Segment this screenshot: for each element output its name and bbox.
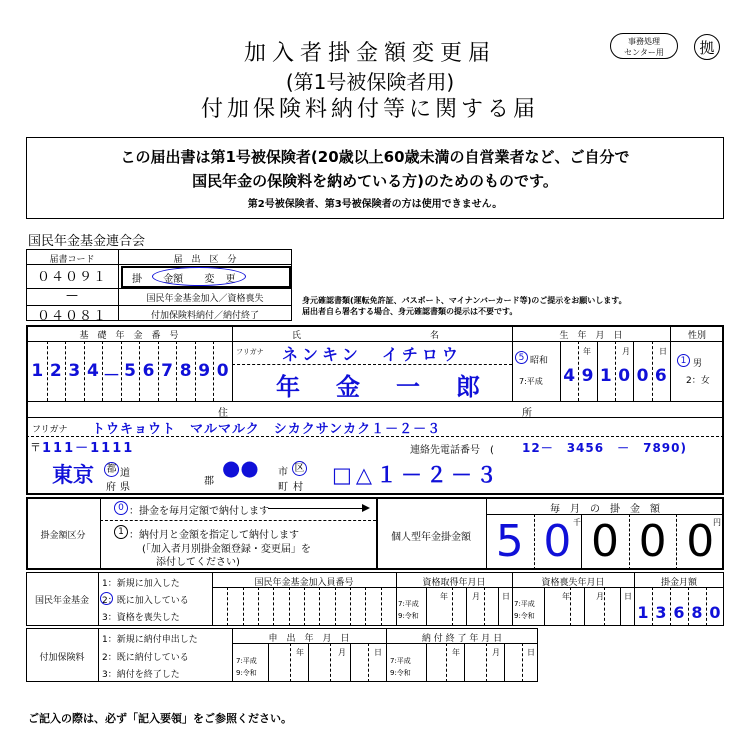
- kikin-acq-m: 月: [472, 592, 480, 601]
- monthly-label: 毎 月 の 掛 金 額: [550, 504, 660, 515]
- code-1: ０４０９１: [36, 270, 107, 285]
- fuka-opt1: 1：新規に納付申出した: [102, 635, 198, 645]
- ku-circle: 区: [292, 461, 307, 476]
- notice-line2: 国民年金の保険料を納めている方)のためのものです。: [192, 172, 558, 190]
- amount-digit: 0: [590, 516, 619, 567]
- kikin-kakekin-label: 掛金月額: [660, 578, 697, 588]
- cell-divider: [268, 643, 269, 682]
- cell-divider: [633, 341, 634, 401]
- furigana-value: ネンキン イチロウ: [282, 345, 462, 364]
- amount-digit: 5: [495, 516, 524, 567]
- id-note-line1: 身元確認書類(運転免許証、パスポート、マイナンバーカード等)のご提示をお願いします。: [302, 296, 627, 305]
- sex-male: 男: [693, 359, 703, 369]
- birth-d: 日: [659, 347, 667, 356]
- cell-divider: [330, 643, 331, 682]
- basic-no-digit: 1: [31, 361, 44, 381]
- code-2: ０４０８１: [36, 309, 107, 324]
- pref-value: 東京: [52, 463, 94, 487]
- office-stamp-label: 事務処理 センター用: [610, 33, 678, 59]
- birth-y: 年: [583, 347, 591, 356]
- phone-value: 12－ 3456 － 7890): [522, 441, 687, 455]
- cell-divider: [319, 587, 320, 626]
- fuka-end-era-a: 7:平成: [390, 657, 411, 665]
- id-note-line2: 届出者自ら署名する場合、身元確認書類の提示は不要です。: [302, 307, 518, 316]
- basic-no-digit: 3: [68, 361, 81, 381]
- kakekin-digit: 8: [691, 603, 703, 622]
- cell-divider: [615, 341, 616, 401]
- kikin-opt2-circle: [100, 592, 113, 605]
- kikin-acq-y: 年: [440, 592, 448, 601]
- address-furigana-value: トウキョウト マルマルク シカクサンカク１－２－３: [92, 422, 442, 437]
- do-label: 道: [120, 468, 130, 479]
- notice-line1: この届出書は第1号被保険者(20歳以上60歳未満の自営業者など、ご自分で: [120, 148, 630, 166]
- address-furigana-label: フリガナ: [32, 425, 68, 435]
- fuka-opt2: 2：既に納付している: [102, 653, 189, 663]
- amount-digit: 0: [543, 516, 572, 567]
- cell-divider: [504, 643, 505, 682]
- cell-divider: [308, 643, 309, 682]
- code-label: 届書コード: [49, 255, 95, 265]
- basic-no-digit: －: [102, 366, 120, 386]
- cell-divider: [289, 587, 290, 626]
- era-showa-circle: 5: [515, 351, 528, 364]
- cell-divider: [65, 341, 66, 401]
- fuka-opt3: 3：納付を終了した: [102, 670, 180, 680]
- zip-prefix: 〒: [30, 441, 41, 454]
- birth-m: 月: [622, 347, 630, 356]
- cell-divider: [570, 587, 571, 626]
- kikin-acquire-label: 資格取得年月日: [422, 578, 486, 588]
- cell-divider: [227, 587, 228, 626]
- fuka-end-era-b: 9:令和: [390, 669, 411, 677]
- birth-digit: 1: [599, 366, 612, 386]
- cell-divider: [464, 643, 465, 682]
- kakekin-digit: 3: [655, 603, 667, 622]
- notice-line3: 第2号被保険者、第3号被保険者の方は使用できません。: [247, 199, 503, 210]
- fuka-apply-era-a: 7:平成: [236, 657, 257, 665]
- cell-divider: [365, 587, 366, 626]
- kakekin-digit: 6: [673, 603, 685, 622]
- cell-divider: [466, 587, 467, 626]
- division-selected-circle: [152, 267, 246, 286]
- gun-value: ●●: [222, 456, 259, 480]
- cell-divider: [629, 514, 630, 570]
- name-label-mei: 名: [430, 331, 440, 341]
- kikin-opt2: 2：既に加入している: [102, 596, 189, 606]
- kikin-label: 国民年金基金: [34, 596, 89, 606]
- cell-divider: [604, 587, 605, 626]
- cell-divider: [381, 587, 382, 626]
- fuka-apply-y: 年: [296, 648, 304, 657]
- fuka-end-d: 日: [527, 648, 535, 657]
- basic-no-digit: 0: [216, 361, 229, 381]
- form-title: 加入者掛金額変更届: [243, 41, 496, 66]
- cell-divider: [121, 341, 122, 401]
- premium-opt0-circle: 0: [114, 501, 128, 515]
- basic-no-digit: 4: [86, 361, 99, 381]
- cell-divider: [426, 587, 427, 626]
- cell-divider: [368, 643, 369, 682]
- zip-value: 111－1111: [42, 441, 135, 456]
- birth-label: 生 年 月 日: [559, 331, 623, 341]
- fuka-apply-era-b: 9:令和: [236, 669, 257, 677]
- basic-no-digit: 7: [161, 361, 173, 381]
- basic-no-label: 基 礎 年 金 番 号: [79, 331, 179, 341]
- birth-digit: 0: [618, 366, 631, 386]
- cell-divider: [304, 587, 305, 626]
- cell-divider: [446, 643, 447, 682]
- cell-divider: [426, 643, 427, 682]
- arrow-right-icon: [362, 504, 370, 512]
- amount-digit: 0: [686, 516, 715, 567]
- fuka-label: 付加保険料: [39, 653, 85, 663]
- cell-divider: [176, 341, 177, 401]
- fuka-apply-d: 日: [374, 648, 382, 657]
- kikin-lose-label: 資格喪失年月日: [541, 578, 605, 588]
- kikin-lose-d: 日: [624, 592, 632, 601]
- division-option-fuka: 付加保険料納付／納付終了: [150, 311, 259, 321]
- basic-no-digit: 6: [142, 361, 155, 381]
- kikin-acq-era-b: 9:令和: [398, 612, 419, 620]
- cell-divider: [102, 341, 103, 401]
- cell-divider: [139, 341, 140, 401]
- fu-label: 府: [106, 482, 116, 493]
- cell-divider: [597, 341, 598, 401]
- kikin-lose-era-b: 9:令和: [514, 612, 535, 620]
- cell-divider: [670, 587, 671, 626]
- division-change-text: 掛 金額 変 更: [132, 274, 236, 285]
- fuka-apply-m: 月: [338, 648, 346, 657]
- mura-label: 村: [293, 482, 303, 493]
- address-label-sho: 所: [522, 408, 532, 419]
- machi-label: 町: [278, 482, 288, 493]
- birth-digit: 9: [581, 366, 594, 386]
- amount-digit: 0: [638, 516, 667, 567]
- to-circle: 都: [104, 462, 119, 477]
- cell-divider: [47, 341, 48, 401]
- cell-divider: [652, 341, 653, 401]
- phone-label: 連絡先電話番号 (: [410, 445, 494, 456]
- birth-digit: 0: [636, 366, 649, 386]
- cell-divider: [581, 514, 582, 570]
- basic-no-digit: 9: [198, 361, 211, 381]
- basic-no-digit: 5: [124, 361, 136, 381]
- cell-divider: [706, 587, 707, 626]
- basic-no-digit: 8: [179, 361, 192, 381]
- cell-divider: [335, 587, 336, 626]
- fuka-end-m: 月: [492, 648, 500, 657]
- kikin-acq-era-a: 7:平成: [398, 600, 419, 608]
- ken-label: 県: [120, 482, 130, 493]
- cell-divider: [578, 341, 579, 401]
- cell-divider: [273, 587, 274, 626]
- cell-divider: [258, 587, 259, 626]
- individual-label: 個人型年金掛金額: [391, 532, 471, 543]
- cell-divider: [522, 643, 523, 682]
- cell-divider: [484, 587, 485, 626]
- cell-divider: [158, 341, 159, 401]
- cell-divider: [243, 587, 244, 626]
- premium-section-label: 掛金額区分: [40, 531, 86, 541]
- cell-divider: [195, 341, 196, 401]
- premium-opt1-circle: 1: [114, 525, 128, 539]
- en-label: 円: [713, 518, 721, 527]
- cell-divider: [213, 341, 214, 401]
- form-subtitle: (第1号被保険者用): [285, 70, 455, 94]
- cell-divider: [676, 514, 677, 570]
- birth-digit: 4: [563, 366, 576, 386]
- kikin-member-no-label: 国民年金基金加入員番号: [254, 578, 354, 588]
- address-label-ju: 住: [218, 408, 228, 419]
- gun-label: 郡: [204, 476, 214, 487]
- name-label-shi: 氏: [292, 331, 302, 341]
- name-value: 年 金 一 郎: [276, 373, 486, 401]
- cell-divider: [84, 341, 85, 401]
- kakekin-digit: 0: [709, 603, 721, 622]
- kikin-acq-d: 日: [502, 592, 510, 601]
- kikin-lose-y: 年: [562, 592, 570, 601]
- premium-opt1-line2: (「加入者月別掛金額登録・変更届」を: [142, 544, 311, 555]
- kikin-lose-m: 月: [596, 592, 604, 601]
- premium-opt1-line1: ：納付月と金額を指定して納付します: [129, 530, 299, 541]
- cell-divider: [350, 643, 351, 682]
- cell-divider: [688, 587, 689, 626]
- form-title-fuka: 付加保険料納付等に関する届: [200, 97, 539, 122]
- code-dash: —: [66, 288, 78, 302]
- cell-divider: [584, 587, 585, 626]
- cell-divider: [498, 587, 499, 626]
- fuka-end-label: 納 付 終 了 年 月 日: [421, 634, 503, 644]
- sex-female: 2：女: [686, 376, 710, 386]
- fuka-apply-label: 申 出 年 月 日: [268, 634, 350, 644]
- sen-label: 千: [573, 518, 581, 527]
- basic-no-digit: 2: [49, 361, 62, 381]
- sex-label: 性別: [687, 331, 706, 341]
- birth-digit: 6: [654, 366, 667, 386]
- premium-opt1-line3: 添付してください): [156, 557, 240, 568]
- division-option-kikin: 国民年金基金加入／資格喪失: [146, 294, 264, 304]
- cell-divider: [350, 587, 351, 626]
- sex-male-circle: 1: [677, 354, 690, 367]
- premium-opt0: ：掛金を毎月定額で納付します: [129, 506, 269, 517]
- furigana-label: フリガナ: [236, 348, 264, 356]
- kikin-opt3: 3：資格を喪失した: [102, 613, 180, 623]
- kikin-opt1: 1：新規に加入した: [102, 579, 180, 589]
- shi-label: 市: [278, 467, 288, 478]
- cell-divider: [652, 587, 653, 626]
- fuka-end-y: 年: [452, 648, 460, 657]
- address-rest: □△１－２－３: [332, 463, 501, 487]
- cell-divider: [486, 643, 487, 682]
- cell-divider: [290, 643, 291, 682]
- era-showa: 昭和: [530, 356, 549, 366]
- cell-divider: [544, 587, 545, 626]
- footer-note: ご記入の際は、必ず「記入要領」をご参照ください。: [28, 712, 292, 725]
- org-name: 国民年金基金連合会: [28, 234, 146, 249]
- kakekin-digit: 1: [637, 603, 649, 622]
- cell-divider: [534, 514, 535, 570]
- kyo-stamp: 拠: [694, 34, 720, 60]
- division-label: 届 出 区 分: [173, 255, 237, 265]
- cell-divider: [620, 587, 621, 626]
- era-heisei: 7:平成: [519, 377, 543, 386]
- kikin-lose-era-a: 7:平成: [514, 600, 535, 608]
- cell-divider: [452, 587, 453, 626]
